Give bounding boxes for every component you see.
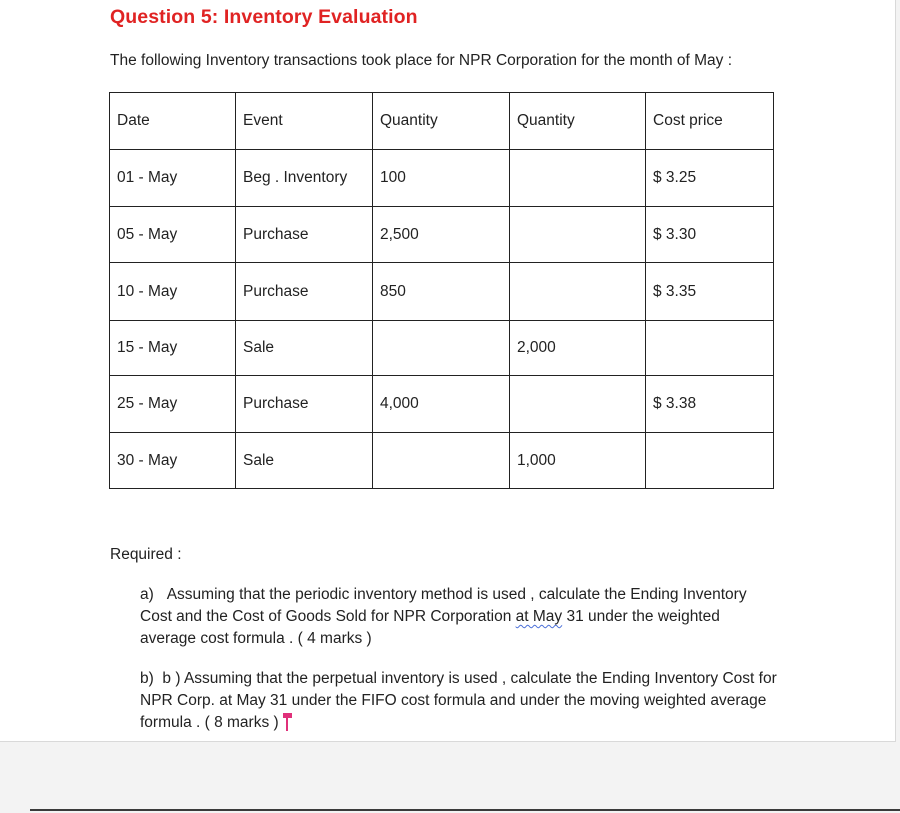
cell-quantity-out: 2,000 [510, 321, 646, 376]
cell-event: Sale [236, 433, 373, 489]
table-header-row [110, 93, 774, 150]
requirement-b-marker: b) [140, 670, 154, 687]
cell-cost [646, 433, 774, 489]
cell-cost: $ 3.30 [646, 207, 774, 263]
page-title: Question 5: Inventory Evaluation [110, 6, 418, 28]
table-row [110, 376, 774, 433]
cell-quantity-in: 4,000 [373, 376, 510, 433]
cell-date: 30 - May [110, 433, 236, 489]
cell-date: 01 - May [110, 150, 236, 207]
table-row [110, 150, 774, 207]
header-event: Event [236, 93, 373, 150]
requirement-a-text: Assuming that the periodic inventory method is used , calculate the Ending Inventory Cost and the Cost of Goods Sold for NPR Corporation [140, 586, 747, 625]
table-row [110, 433, 774, 489]
requirement-b [140, 668, 780, 734]
cell-quantity-in: 2,500 [373, 207, 510, 263]
cell-event: Purchase [236, 376, 373, 433]
cell-quantity-in [373, 321, 510, 376]
cell-cost [646, 321, 774, 376]
cell-event: Purchase [236, 263, 373, 321]
collaborator-cursor-icon [283, 713, 293, 731]
header-quantity-out: Quantity [510, 93, 646, 150]
cell-event: Beg . Inventory [236, 150, 373, 207]
table-row [110, 263, 774, 321]
cell-date: 25 - May [110, 376, 236, 433]
cell-cost: $ 3.38 [646, 376, 774, 433]
bottom-divider [30, 809, 900, 811]
requirement-a [140, 584, 780, 650]
cell-date: 05 - May [110, 207, 236, 263]
cell-date: 15 - May [110, 321, 236, 376]
cell-quantity-out: 1,000 [510, 433, 646, 489]
table-row [110, 321, 774, 376]
spellcheck-flagged-text[interactable]: at May [515, 608, 563, 625]
cell-cost: $ 3.25 [646, 150, 774, 207]
requirement-b-text: b ) Assuming that the perpetual inventory is used , calculate the Ending Inventory Cost for NPR Corp. at May 31 under the FIFO cost formula and under the moving weighted average formula . ( 8 marks ) [140, 670, 777, 731]
cell-quantity-out [510, 376, 646, 433]
header-date: Date [110, 93, 236, 150]
requirement-a-text-end: 31 under the weighted average cost formula . ( 4 marks ) [140, 608, 720, 647]
required-label: Required : [110, 546, 182, 563]
cell-quantity-out [510, 207, 646, 263]
cell-date: 10 - May [110, 263, 236, 321]
cell-event: Purchase [236, 207, 373, 263]
cell-quantity-out [510, 150, 646, 207]
cell-quantity-in: 100 [373, 150, 510, 207]
table-row [110, 207, 774, 263]
requirement-a-marker: a) [140, 586, 154, 603]
cell-quantity-out [510, 263, 646, 321]
header-quantity-in: Quantity [373, 93, 510, 150]
cell-cost: $ 3.35 [646, 263, 774, 321]
cell-quantity-in [373, 433, 510, 489]
header-cost-price: Cost price [646, 93, 774, 150]
intro-paragraph: The following Inventory transactions took place for NPR Corporation for the month of May : [110, 52, 733, 69]
cell-event: Sale [236, 321, 373, 376]
cell-quantity-in: 850 [373, 263, 510, 321]
inventory-table [109, 92, 774, 489]
